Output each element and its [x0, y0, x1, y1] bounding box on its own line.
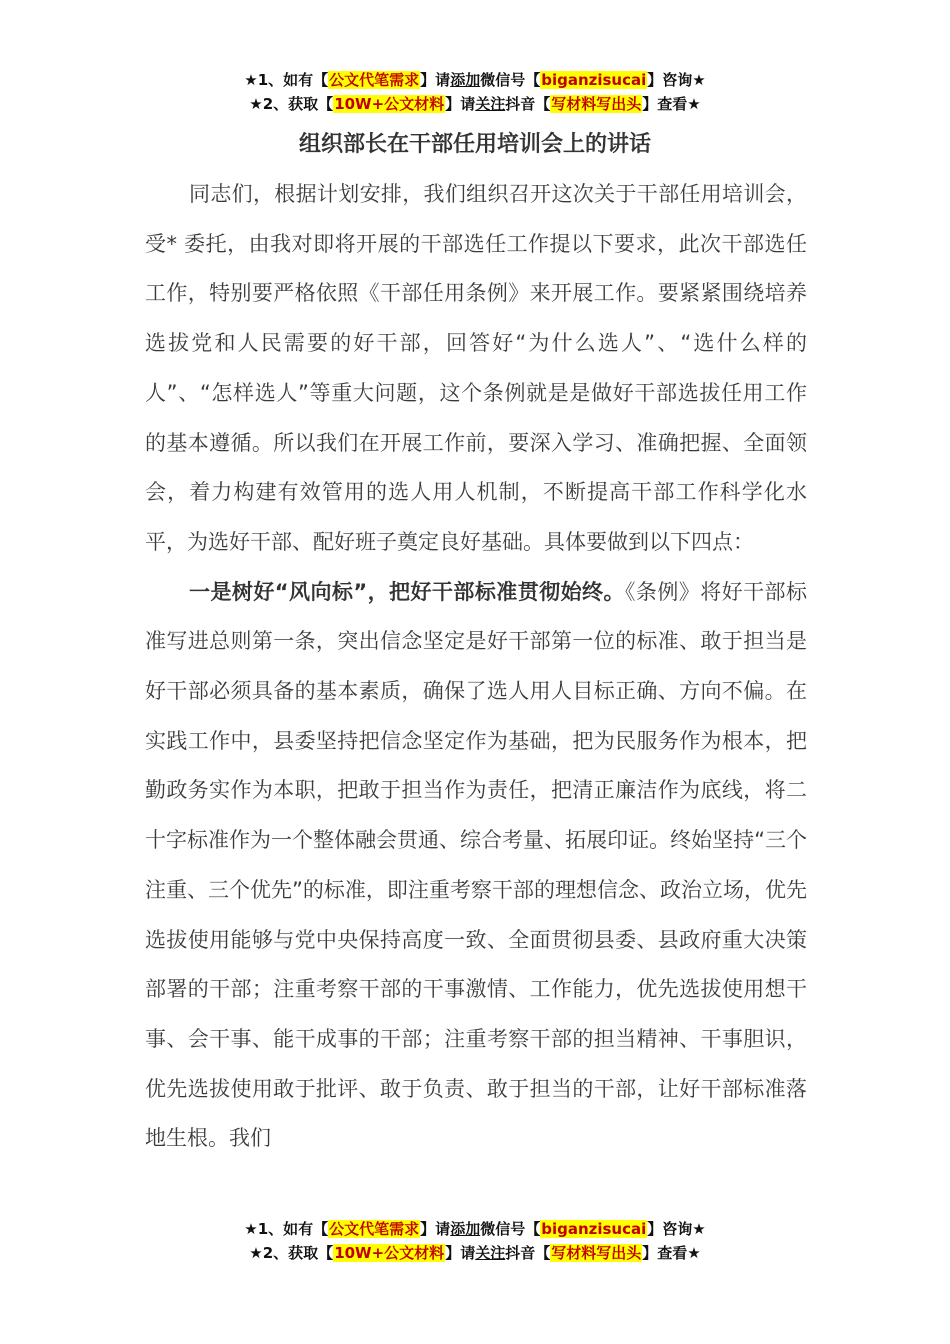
promo-line-1: [0, 68, 950, 92]
promo-highlight: 10W+公文材料: [334, 1244, 445, 1262]
paragraph-heading: 一是树好“风向标”，把好干部标准贯彻始终。: [189, 579, 625, 604]
promo-text: ★2、获取【: [249, 95, 334, 113]
promo-text: 】查看★: [642, 95, 701, 113]
promo-underlined: 关注: [475, 95, 506, 113]
promo-underlined: 添加: [450, 71, 481, 89]
promo-text: 微信号【: [480, 1220, 541, 1238]
promo-text: 】请: [420, 71, 451, 89]
document-body: [145, 170, 807, 1164]
promo-text: 】查看★: [642, 1244, 701, 1262]
promo-highlight: 公文代笔需求: [329, 1220, 420, 1238]
header-promo-banner: [0, 68, 950, 116]
promo-douyin-id: 写材料写出头: [551, 1244, 642, 1262]
footer-promo-banner: [0, 1217, 950, 1265]
paragraph-body: 《条例》将好干部标准写进总则第一条，突出信念坚定是好干部第一位的标准、敢于担当是好干部必须具备的基本素质，确保了选人用人目标正确、方向不偏。在实践工作中，县委坚持把信念坚定作为基础，把为民服务作为根本，把勤政务实作为本职，把敢于担当作为责任，把清正廉洁作为底线，将二十字标准作为一个整体融会贯通、综合考量、拓展印证。终始坚持“三个注重、三个优先”的标准，即注重考察干部的理想信念、政治立场，优先选拔使用能够与党中央保持高度一致、全面贯彻县委、县政府重大决策部署的干部；注重考察干部的干事激情、工作能力，优先选拔使用想干事、会干事、能干成事的干部；注重考察干部的担当精神、干事胆识，优先选拔使用敢于批评、敢于负责、敢于担当的干部，让好干部标准落地生根。我们: [145, 579, 807, 1151]
promo-text: 微信号【: [480, 71, 541, 89]
promo-line-2: [0, 1241, 950, 1265]
promo-highlight: 10W+公文材料: [334, 95, 445, 113]
promo-wechat-id: biganzisucai: [541, 71, 647, 89]
promo-line-1: [0, 1217, 950, 1241]
promo-highlight: 公文代笔需求: [329, 71, 420, 89]
promo-text: 】咨询★: [647, 1220, 706, 1238]
paragraph: 同志们，根据计划安排，我们组织召开这次关于干部任用培训会，受* 委托，由我对即将开展的干部选任工作提以下要求，此次干部选任工作，特别要严格依照《干部任用条例》来开展工作。要紧紧围绕培养选拔党和人民需要的好干部，回答好“为什么选人”、“选什么样的人”、“怎样选人”等重大问题，这个条例就是是做好干部选拔任用工作的基本遵循。所以我们在开展工作前，要深入学习、准确把握、全面领会，着力构建有效管用的选人用人机制，不断提高干部工作科学化水平，为选好干部、配好班子奠定良好基础。具体要做到以下四点：: [145, 182, 807, 554]
promo-douyin-id: 写材料写出头: [551, 95, 642, 113]
promo-line-2: [0, 92, 950, 116]
paragraph: [145, 568, 807, 1164]
promo-text: 】请: [420, 1220, 451, 1238]
promo-text: ★1、如有【: [244, 1220, 329, 1238]
promo-text: ★2、获取【: [249, 1244, 334, 1262]
promo-text: 】请: [445, 1244, 476, 1262]
promo-text: ★1、如有【: [244, 71, 329, 89]
document-title: 组织部长在干部任用培训会上的讲话: [298, 132, 651, 157]
promo-underlined: 关注: [475, 1244, 506, 1262]
promo-text: 抖音【: [505, 95, 551, 113]
promo-text: 】咨询★: [647, 71, 706, 89]
promo-text: 】请: [445, 95, 476, 113]
promo-text: 抖音【: [505, 1244, 551, 1262]
promo-underlined: 添加: [450, 1220, 481, 1238]
promo-wechat-id: biganzisucai: [541, 1220, 647, 1238]
